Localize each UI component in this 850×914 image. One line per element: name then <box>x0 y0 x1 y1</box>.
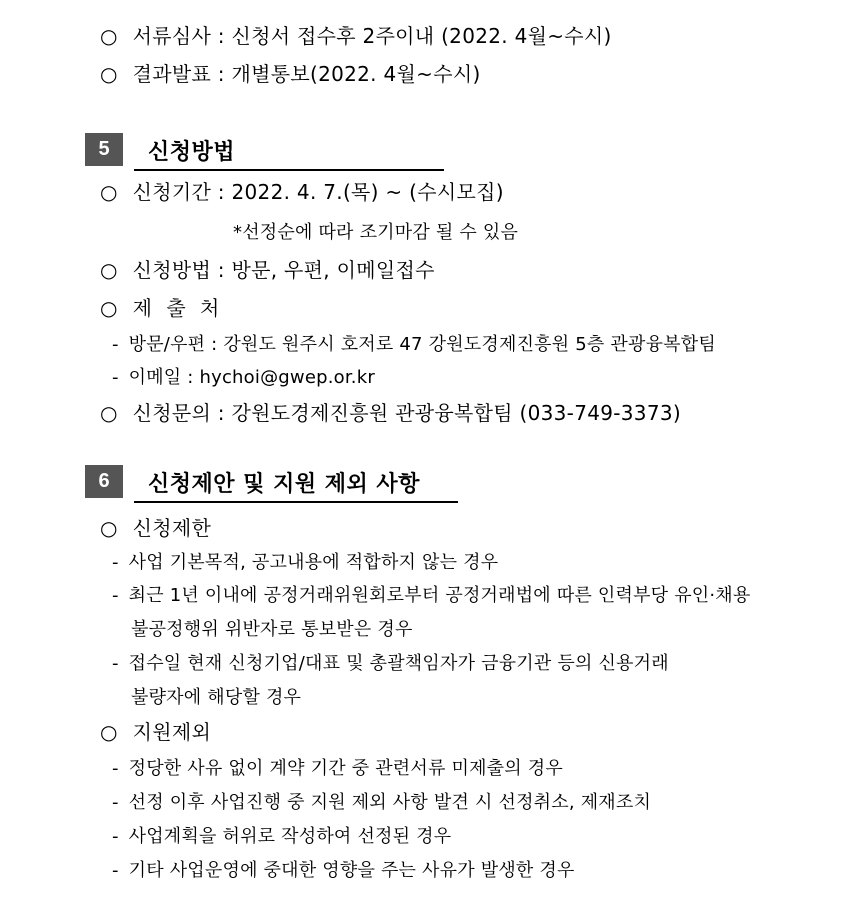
circle-bullet-icon: ○ <box>100 24 118 48</box>
limit-item-text: 최근 1년 이내에 공정거래위원회로부터 공정거래법에 따른 인력부당 유인·채용 <box>128 585 751 606</box>
dash-bullet: - <box>112 334 119 355</box>
dash-bullet: - <box>112 585 119 606</box>
limit-heading-line <box>100 512 211 541</box>
apply-period-line <box>100 176 504 205</box>
exclude-item-text: 기타 사업운영에 중대한 영향을 주는 사유가 발생한 경우 <box>128 860 575 881</box>
limit-item-text: 사업 기본목적, 공고내용에 적합하지 않는 경우 <box>128 552 499 573</box>
circle-bullet-icon: ○ <box>100 401 118 425</box>
visit-post-line <box>112 330 716 356</box>
circle-bullet-icon: ○ <box>100 62 118 86</box>
limit-item-text: 접수일 현재 신청기업/대표 및 총괄책임자가 금융기관 등의 신용거래 <box>128 653 669 674</box>
section-6-title: 신청제안 및 지원 제외 사항 <box>134 467 458 503</box>
inquiry-text: 신청문의 : 강원도경제진흥원 관광융복합팀 (033-749-3373) <box>132 401 681 425</box>
email-text: 이메일 : hychoi@gwep.or.kr <box>128 367 375 388</box>
limit-item <box>112 548 498 574</box>
dash-bullet: - <box>112 653 119 674</box>
exclude-item-text: 정당한 사유 없이 계약 기간 중 관련서류 미제출의 경우 <box>128 758 563 779</box>
exclude-heading: 지원제외 <box>132 720 212 744</box>
review-line <box>100 20 612 49</box>
exclude-item <box>112 822 451 848</box>
circle-bullet-icon: ○ <box>100 296 118 320</box>
early-close-note: *선정순에 따라 조기마감 될 수 있음 <box>233 222 519 243</box>
inquiry-line <box>100 397 681 426</box>
submit-to-text: 제 출 처 <box>132 296 224 320</box>
circle-bullet-icon: ○ <box>100 258 118 282</box>
submit-to-line <box>100 292 223 321</box>
apply-period-text: 신청기간 : 2022. 4. 7.(목) ~ (수시모집) <box>132 180 504 204</box>
apply-method-text: 신청방법 : 방문, 우편, 이메일접수 <box>132 258 435 282</box>
result-line <box>100 58 481 87</box>
visit-post-text: 방문/우편 : 강원도 원주시 호저로 47 강원도경제진흥원 5층 관광융복합팀 <box>128 334 716 355</box>
circle-bullet-icon: ○ <box>100 516 118 540</box>
exclude-item <box>112 754 563 780</box>
limit-item-continuation: 불량자에 해당할 경우 <box>131 687 302 708</box>
exclude-item <box>112 788 651 814</box>
dash-bullet: - <box>112 792 119 813</box>
section-5-number: 5 <box>85 133 123 166</box>
email-line <box>112 363 375 389</box>
section-5-title: 신청방법 <box>134 135 444 171</box>
exclude-heading-line <box>100 716 211 745</box>
dash-bullet: - <box>112 552 119 573</box>
limit-item-continuation: 불공정행위 위반자로 통보받은 경우 <box>131 619 413 640</box>
exclude-item <box>112 856 575 882</box>
exclude-item-text: 사업계획을 허위로 작성하여 선정된 경우 <box>128 826 452 847</box>
review-text: 서류심사 : 신청서 접수후 2주이내 (2022. 4월~수시) <box>132 24 612 48</box>
dash-bullet: - <box>112 367 119 388</box>
dash-bullet: - <box>112 758 119 779</box>
limit-heading: 신청제한 <box>132 516 212 540</box>
dash-bullet: - <box>112 860 119 881</box>
circle-bullet-icon: ○ <box>100 180 118 204</box>
limit-item <box>112 581 750 607</box>
section-6-number: 6 <box>85 465 123 498</box>
circle-bullet-icon: ○ <box>100 720 118 744</box>
result-text: 결과발표 : 개별통보(2022. 4월~수시) <box>132 62 481 86</box>
dash-bullet: - <box>112 826 119 847</box>
exclude-item-text: 선정 이후 사업진행 중 지원 제외 사항 발견 시 선정취소, 제재조치 <box>128 792 652 813</box>
apply-method-line <box>100 254 435 283</box>
limit-item <box>112 649 669 675</box>
